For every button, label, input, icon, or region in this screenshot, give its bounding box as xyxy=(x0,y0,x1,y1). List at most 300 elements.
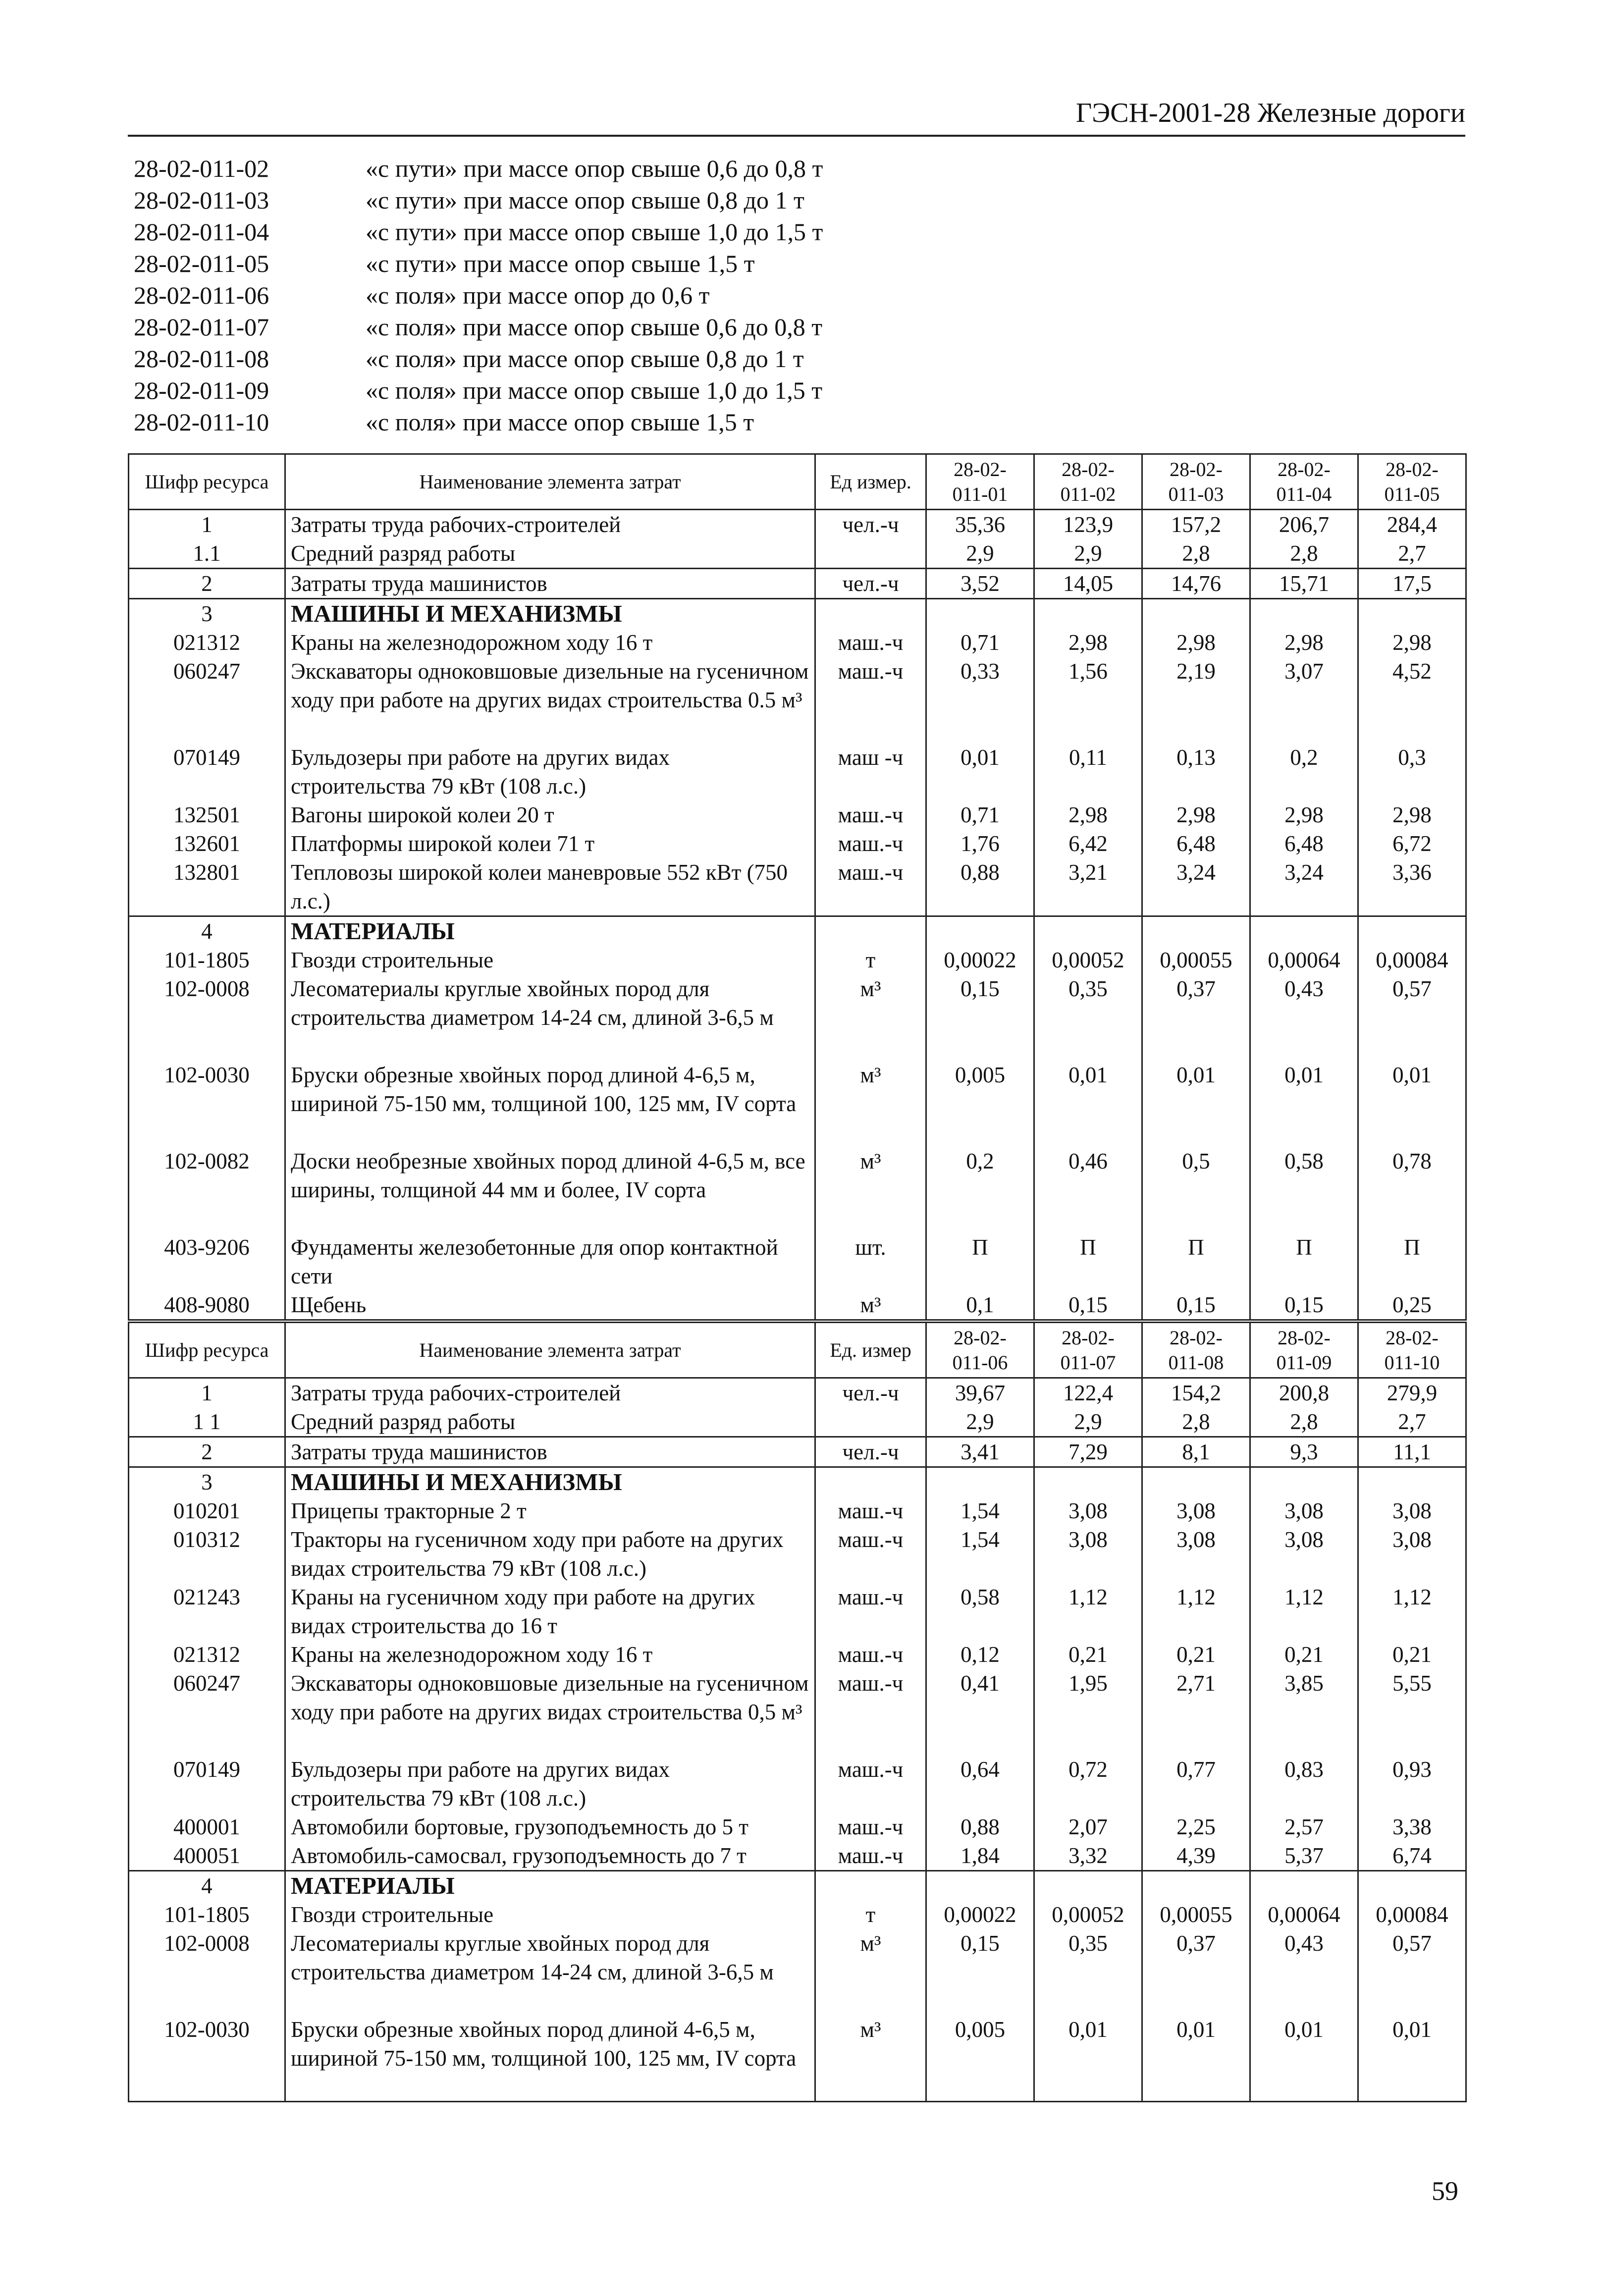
norm-value xyxy=(1250,1467,1358,1497)
table-row xyxy=(129,946,1466,974)
unit-of-measure xyxy=(815,1467,926,1497)
unit-of-measure: чел.-ч xyxy=(815,1378,926,1408)
unit-of-measure xyxy=(815,1407,926,1437)
code-row xyxy=(134,374,823,406)
norm-value: 0,1 xyxy=(926,1290,1034,1320)
norm-value: 2,9 xyxy=(926,539,1034,569)
norm-value: 279,9 xyxy=(1358,1378,1466,1408)
norm-value: 17,5 xyxy=(1358,569,1466,599)
norm-value: 3,08 xyxy=(1034,1525,1142,1583)
resource-code: 132601 xyxy=(129,829,285,858)
table-row xyxy=(129,657,1466,743)
norm-value xyxy=(1358,599,1466,629)
norm-value: 2,98 xyxy=(1250,628,1358,657)
norm-value: 6,42 xyxy=(1034,829,1142,858)
code-description: «с пути» при массе опор свыше 0,6 до 0,8 т xyxy=(366,155,823,182)
norm-value: 1,54 xyxy=(926,1525,1034,1583)
norm-value: 0,5 xyxy=(1142,1147,1250,1233)
norm-value xyxy=(926,599,1034,629)
norm-value xyxy=(926,1467,1034,1497)
section-row xyxy=(129,1467,1466,1497)
norm-value: 2,8 xyxy=(1142,1407,1250,1437)
code-description: «с пути» при массе опор свыше 0,8 до 1 т xyxy=(366,186,804,214)
cost-element-name: Краны на гусеничном ходу при работе на других видах строительства до 16 т xyxy=(285,1583,815,1640)
header-col: 28-02- 011-10 xyxy=(1358,1323,1466,1378)
table-row xyxy=(129,1290,1466,1320)
norm-value: 1,76 xyxy=(926,829,1034,858)
norm-value: 0,2 xyxy=(926,1147,1034,1233)
norm-value: П xyxy=(1142,1233,1250,1290)
table-row xyxy=(129,1437,1466,1467)
resource-code: 102-0030 xyxy=(129,1061,285,1147)
cost-element-name: Краны на железнодорожном ходу 16 т xyxy=(285,1640,815,1669)
norm-value: 3,38 xyxy=(1358,1813,1466,1841)
code-description: «с пути» при массе опор свыше 1,0 до 1,5 т xyxy=(366,218,823,246)
norm-value: 0,46 xyxy=(1034,1147,1142,1233)
cost-element-name: Лесоматериалы круглые хвойных пород для строительства диаметром 14-24 см, длиной 3-6,5 м xyxy=(285,1929,815,2015)
norm-value xyxy=(926,1871,1034,1901)
code-list xyxy=(134,153,823,438)
norm-value: 1,54 xyxy=(926,1496,1034,1525)
resource-code: 3 xyxy=(129,599,285,629)
norm-value: 2,98 xyxy=(1358,628,1466,657)
norm-value: 15,71 xyxy=(1250,569,1358,599)
norm-value: 122,4 xyxy=(1034,1378,1142,1408)
resource-code: 2 xyxy=(129,569,285,599)
norm-value: 3,08 xyxy=(1142,1496,1250,1525)
norm-value: 2,19 xyxy=(1142,657,1250,743)
norm-value xyxy=(1358,1467,1466,1497)
cost-element-name: МАТЕРИАЛЫ xyxy=(285,1871,815,1901)
table-row xyxy=(129,829,1466,858)
norm-value xyxy=(1034,599,1142,629)
norm-value: 0,01 xyxy=(1142,1061,1250,1147)
table-row xyxy=(129,1813,1466,1841)
norm-value: 157,2 xyxy=(1142,510,1250,539)
norm-value: 0,00064 xyxy=(1250,946,1358,974)
table-row xyxy=(129,1583,1466,1640)
unit-of-measure: чел.-ч xyxy=(815,510,926,539)
unit-of-measure: маш.-ч xyxy=(815,801,926,829)
unit-of-measure: маш.-ч xyxy=(815,1841,926,1871)
unit-of-measure xyxy=(815,599,926,629)
unit-of-measure: маш.-ч xyxy=(815,1640,926,1669)
norm-value xyxy=(926,916,1034,946)
norm-value: 0,00055 xyxy=(1142,946,1250,974)
table-row xyxy=(129,801,1466,829)
norm-value: 0,25 xyxy=(1358,1290,1466,1320)
norm-value: 0,15 xyxy=(1250,1290,1358,1320)
norm-value: 7,29 xyxy=(1034,1437,1142,1467)
norm-value: 0,00055 xyxy=(1142,1900,1250,1929)
table-row xyxy=(129,974,1466,1061)
code-id: 28-02-011-05 xyxy=(134,250,269,277)
header-unit: Ед. измер xyxy=(815,1323,926,1378)
code-description: «с пути» при массе опор свыше 1,5 т xyxy=(366,250,755,277)
resource-code: 102-0082 xyxy=(129,1147,285,1233)
norm-value: 3,36 xyxy=(1358,858,1466,916)
norm-value: 3,32 xyxy=(1034,1841,1142,1871)
norm-value: П xyxy=(1250,1233,1358,1290)
resource-code: 1.1 xyxy=(129,539,285,569)
code-description: «с поля» при массе опор свыше 1,0 до 1,5 т xyxy=(366,376,823,404)
code-row xyxy=(134,248,823,279)
table-row xyxy=(129,743,1466,801)
norm-value xyxy=(1034,916,1142,946)
norm-value: 2,8 xyxy=(1250,539,1358,569)
norm-value: 2,25 xyxy=(1142,1813,1250,1841)
resource-code: 102-0030 xyxy=(129,2015,285,2101)
norm-value: 0,71 xyxy=(926,801,1034,829)
table-row xyxy=(129,1147,1466,1233)
resource-table-2 xyxy=(128,1322,1467,2102)
norm-value: 0,41 xyxy=(926,1669,1034,1755)
unit-of-measure: маш.-ч xyxy=(815,1496,926,1525)
norm-value: 0,15 xyxy=(1142,1290,1250,1320)
unit-of-measure: м³ xyxy=(815,1061,926,1147)
norm-value: 0,64 xyxy=(926,1755,1034,1813)
cost-element-name: Средний разряд работы xyxy=(285,539,815,569)
norm-value: 6,74 xyxy=(1358,1841,1466,1871)
header-col: 28-02- 011-05 xyxy=(1358,454,1466,510)
norm-value: 0,57 xyxy=(1358,974,1466,1061)
resource-code: 132501 xyxy=(129,801,285,829)
header-unit: Ед измер. xyxy=(815,454,926,510)
cost-element-name: Прицепы тракторные 2 т xyxy=(285,1496,815,1525)
table-row xyxy=(129,510,1466,539)
norm-value: 11,1 xyxy=(1358,1437,1466,1467)
cost-element-name: Затраты труда рабочих-строителей xyxy=(285,1378,815,1408)
norm-value: 0,13 xyxy=(1142,743,1250,801)
norm-value: 0,71 xyxy=(926,628,1034,657)
code-row xyxy=(134,311,823,343)
cost-element-name: МАТЕРИАЛЫ xyxy=(285,916,815,946)
unit-of-measure: маш.-ч xyxy=(815,1813,926,1841)
resource-code: 021312 xyxy=(129,628,285,657)
cost-element-name: Автомобили бортовые, грузоподъемность до 5 т xyxy=(285,1813,815,1841)
norm-value: 2,9 xyxy=(926,1407,1034,1437)
unit-of-measure xyxy=(815,539,926,569)
norm-value: 6,72 xyxy=(1358,829,1466,858)
code-description: «с поля» при массе опор свыше 0,6 до 0,8 т xyxy=(366,313,823,341)
norm-value: 0,58 xyxy=(926,1583,1034,1640)
norm-value: 0,005 xyxy=(926,2015,1034,2101)
cost-element-name: Доски необрезные хвойных пород длиной 4-6,5 м, все ширины, толщиной 44 мм и более, IV сорта xyxy=(285,1147,815,1233)
unit-of-measure: м³ xyxy=(815,1290,926,1320)
norm-value: 6,48 xyxy=(1142,829,1250,858)
norm-value: 0,00084 xyxy=(1358,946,1466,974)
cost-element-name: Щебень xyxy=(285,1290,815,1320)
unit-of-measure: м³ xyxy=(815,1147,926,1233)
norm-value: 0,12 xyxy=(926,1640,1034,1669)
code-id: 28-02-011-04 xyxy=(134,218,269,246)
header-col: 28-02- 011-09 xyxy=(1250,1323,1358,1378)
norm-value: 2,7 xyxy=(1358,1407,1466,1437)
norm-value: 0,21 xyxy=(1034,1640,1142,1669)
norm-value: 0,88 xyxy=(926,858,1034,916)
norm-value: 2,9 xyxy=(1034,539,1142,569)
code-row xyxy=(134,343,823,374)
norm-value: 9,3 xyxy=(1250,1437,1358,1467)
cost-element-name: Средний разряд работы xyxy=(285,1407,815,1437)
code-id: 28-02-011-10 xyxy=(134,408,269,436)
unit-of-measure: маш.-ч xyxy=(815,657,926,743)
norm-value: 2,98 xyxy=(1358,801,1466,829)
norm-value xyxy=(1250,916,1358,946)
table-row xyxy=(129,1233,1466,1290)
norm-value: 0,01 xyxy=(926,743,1034,801)
unit-of-measure: т xyxy=(815,946,926,974)
norm-value: 0,15 xyxy=(926,974,1034,1061)
norm-value: 0,15 xyxy=(1034,1290,1142,1320)
norm-value: 4,39 xyxy=(1142,1841,1250,1871)
norm-value: 0,3 xyxy=(1358,743,1466,801)
cost-element-name: МАШИНЫ И МЕХАНИЗМЫ xyxy=(285,599,815,629)
table-row xyxy=(129,628,1466,657)
header-col: 28-02- 011-06 xyxy=(926,1323,1034,1378)
header-code: Шифр ресурса xyxy=(129,1323,285,1378)
norm-value: 2,98 xyxy=(1142,801,1250,829)
norm-value: П xyxy=(926,1233,1034,1290)
resource-code: 021312 xyxy=(129,1640,285,1669)
norm-value: 0,77 xyxy=(1142,1755,1250,1813)
cost-element-name: Лесоматериалы круглые хвойных пород для строительства диаметром 14-24 см, длиной 3-6,5 м xyxy=(285,974,815,1061)
norm-value: 3,85 xyxy=(1250,1669,1358,1755)
cost-element-name: Экскаваторы одноковшовые дизельные на гусеничном ходу при работе на других видах строительства 0,5 м³ xyxy=(285,1669,815,1755)
norm-value xyxy=(1250,599,1358,629)
code-row xyxy=(134,184,823,216)
norm-value: 0,21 xyxy=(1142,1640,1250,1669)
norm-value xyxy=(1034,1467,1142,1497)
norm-value: 3,08 xyxy=(1034,1496,1142,1525)
resource-code: 4 xyxy=(129,916,285,946)
table-row xyxy=(129,1407,1466,1437)
cost-element-name: Бульдозеры при работе на других видах строительства 79 кВт (108 л.с.) xyxy=(285,743,815,801)
resource-code: 101-1805 xyxy=(129,946,285,974)
unit-of-measure: маш.-ч xyxy=(815,858,926,916)
resource-code: 010201 xyxy=(129,1496,285,1525)
code-id: 28-02-011-02 xyxy=(134,155,269,182)
norm-value: 8,1 xyxy=(1142,1437,1250,1467)
cost-element-name: Гвозди строительные xyxy=(285,946,815,974)
table-row xyxy=(129,2015,1466,2101)
norm-value xyxy=(1142,916,1250,946)
norm-value: П xyxy=(1358,1233,1466,1290)
norm-value: 0,35 xyxy=(1034,1929,1142,2015)
resource-code: 070149 xyxy=(129,1755,285,1813)
norm-value: 2,8 xyxy=(1142,539,1250,569)
norm-value: 3,41 xyxy=(926,1437,1034,1467)
norm-value: 0,01 xyxy=(1358,2015,1466,2101)
norm-value xyxy=(1142,1871,1250,1901)
page-number: 59 xyxy=(1432,2176,1458,2206)
cost-element-name: Краны на железнодорожном ходу 16 т xyxy=(285,628,815,657)
cost-element-name: Автомобиль-самосвал, грузоподъемность до 7 т xyxy=(285,1841,815,1871)
norm-value: 39,67 xyxy=(926,1378,1034,1408)
norm-value: 3,08 xyxy=(1358,1525,1466,1583)
norm-value: 0,43 xyxy=(1250,974,1358,1061)
cost-element-name: Бруски обрезные хвойных пород длиной 4-6,5 м, шириной 75-150 мм, толщиной 100, 125 мм, IV сорта xyxy=(285,2015,815,2101)
norm-value: 2,8 xyxy=(1250,1407,1358,1437)
norm-value xyxy=(1358,1871,1466,1901)
norm-value: 2,07 xyxy=(1034,1813,1142,1841)
table-header-row xyxy=(129,1323,1466,1378)
norm-value xyxy=(1142,599,1250,629)
norm-value: 3,08 xyxy=(1142,1525,1250,1583)
norm-value: 0,005 xyxy=(926,1061,1034,1147)
table-row xyxy=(129,569,1466,599)
unit-of-measure: чел.-ч xyxy=(815,1437,926,1467)
resource-code: 010312 xyxy=(129,1525,285,1583)
table-row xyxy=(129,858,1466,916)
unit-of-measure: м³ xyxy=(815,974,926,1061)
norm-value: 6,48 xyxy=(1250,829,1358,858)
norm-value: 1,12 xyxy=(1358,1583,1466,1640)
section-row xyxy=(129,1871,1466,1901)
code-id: 28-02-011-07 xyxy=(134,313,269,341)
code-id: 28-02-011-03 xyxy=(134,186,269,214)
norm-value: 206,7 xyxy=(1250,510,1358,539)
cost-element-name: Бруски обрезные хвойных пород длиной 4-6,5 м, шириной 75-150 мм, толщиной 100, 125 мм, IV сорта xyxy=(285,1061,815,1147)
norm-value: 2,98 xyxy=(1142,628,1250,657)
norm-value: 0,57 xyxy=(1358,1929,1466,2015)
norm-value: 0,00052 xyxy=(1034,1900,1142,1929)
header-title: ГЭСН-2001-28 Железные дороги xyxy=(1075,98,1465,128)
cost-element-name: Затраты труда машинистов xyxy=(285,569,815,599)
norm-value: 0,11 xyxy=(1034,743,1142,801)
resource-code: 060247 xyxy=(129,657,285,743)
norm-value: 0,78 xyxy=(1358,1147,1466,1233)
unit-of-measure: маш.-ч xyxy=(815,1525,926,1583)
resource-code: 400051 xyxy=(129,1841,285,1871)
cost-element-name: Вагоны широкой колеи 20 т xyxy=(285,801,815,829)
unit-of-measure: маш.-ч xyxy=(815,1583,926,1640)
table-row xyxy=(129,1755,1466,1813)
norm-value: 0,93 xyxy=(1358,1755,1466,1813)
norm-value: 1,12 xyxy=(1034,1583,1142,1640)
resource-code: 102-0008 xyxy=(129,1929,285,2015)
cost-element-name: Тепловозы широкой колеи маневровые 552 кВт (750 л.с.) xyxy=(285,858,815,916)
norm-value: 0,58 xyxy=(1250,1147,1358,1233)
norm-value: 2,98 xyxy=(1034,628,1142,657)
norm-value: 0,21 xyxy=(1250,1640,1358,1669)
cost-element-name: МАШИНЫ И МЕХАНИЗМЫ xyxy=(285,1467,815,1497)
unit-of-measure: м³ xyxy=(815,2015,926,2101)
norm-value: 0,33 xyxy=(926,657,1034,743)
table-row xyxy=(129,539,1466,569)
resource-code: 060247 xyxy=(129,1669,285,1755)
resource-code: 4 xyxy=(129,1871,285,1901)
code-row xyxy=(134,406,823,438)
unit-of-measure: шт. xyxy=(815,1233,926,1290)
resource-code: 403-9206 xyxy=(129,1233,285,1290)
norm-value: 14,76 xyxy=(1142,569,1250,599)
norm-value: 1,95 xyxy=(1034,1669,1142,1755)
code-id: 28-02-011-08 xyxy=(134,345,269,373)
norm-value: 3,21 xyxy=(1034,858,1142,916)
unit-of-measure: маш.-ч xyxy=(815,1669,926,1755)
resource-table-1 xyxy=(128,453,1467,1321)
norm-value xyxy=(1250,1871,1358,1901)
norm-value: 2,57 xyxy=(1250,1813,1358,1841)
code-id: 28-02-011-06 xyxy=(134,281,269,309)
norm-value: 0,35 xyxy=(1034,974,1142,1061)
norm-value: 3,08 xyxy=(1358,1496,1466,1525)
norm-value: 2,98 xyxy=(1034,801,1142,829)
norm-value: 2,7 xyxy=(1358,539,1466,569)
norm-value: 0,37 xyxy=(1142,974,1250,1061)
norm-value: 0,00064 xyxy=(1250,1900,1358,1929)
norm-value: 3,24 xyxy=(1250,858,1358,916)
header-col: 28-02- 011-07 xyxy=(1034,1323,1142,1378)
resource-code: 408-9080 xyxy=(129,1290,285,1320)
norm-value: 0,88 xyxy=(926,1813,1034,1841)
norm-value: 0,00084 xyxy=(1358,1900,1466,1929)
unit-of-measure: м³ xyxy=(815,1929,926,2015)
table-row xyxy=(129,1900,1466,1929)
resource-code: 021243 xyxy=(129,1583,285,1640)
resource-code: 101-1805 xyxy=(129,1900,285,1929)
norm-value: 0,43 xyxy=(1250,1929,1358,2015)
norm-value: 1,12 xyxy=(1142,1583,1250,1640)
norm-value: 3,52 xyxy=(926,569,1034,599)
norm-value: 0,00052 xyxy=(1034,946,1142,974)
code-description: «с поля» при массе опор свыше 0,8 до 1 т xyxy=(366,345,804,373)
unit-of-measure xyxy=(815,916,926,946)
norm-value: 2,98 xyxy=(1250,801,1358,829)
header-col: 28-02- 011-08 xyxy=(1142,1323,1250,1378)
cost-element-name: Гвозди строительные xyxy=(285,1900,815,1929)
norm-value: 0,21 xyxy=(1358,1640,1466,1669)
code-description: «с поля» при массе опор свыше 1,5 т xyxy=(366,408,754,436)
table-row xyxy=(129,1640,1466,1669)
header-name: Наименование элемента затрат xyxy=(285,1323,815,1378)
table-row xyxy=(129,1061,1466,1147)
resource-code: 3 xyxy=(129,1467,285,1497)
norm-value: 5,37 xyxy=(1250,1841,1358,1871)
norm-value: 0,01 xyxy=(1034,2015,1142,2101)
table-row xyxy=(129,1525,1466,1583)
norm-value: 0,2 xyxy=(1250,743,1358,801)
unit-of-measure: маш.-ч xyxy=(815,1755,926,1813)
norm-value: 1,12 xyxy=(1250,1583,1358,1640)
norm-value: 284,4 xyxy=(1358,510,1466,539)
norm-value: 0,01 xyxy=(1250,2015,1358,2101)
resource-code: 1 xyxy=(129,1378,285,1408)
norm-value: 2,9 xyxy=(1034,1407,1142,1437)
table-row xyxy=(129,1841,1466,1871)
norm-value: 14,05 xyxy=(1034,569,1142,599)
norm-value: П xyxy=(1034,1233,1142,1290)
norm-value: 5,55 xyxy=(1358,1669,1466,1755)
table-header-row xyxy=(129,454,1466,510)
cost-element-name: Платформы широкой колеи 71 т xyxy=(285,829,815,858)
norm-value: 3,08 xyxy=(1250,1496,1358,1525)
header-col: 28-02- 011-04 xyxy=(1250,454,1358,510)
unit-of-measure: маш -ч xyxy=(815,743,926,801)
norm-value: 200,8 xyxy=(1250,1378,1358,1408)
norm-value: 0,83 xyxy=(1250,1755,1358,1813)
section-row xyxy=(129,599,1466,629)
cost-element-name: Фундаменты железобетонные для опор контактной сети xyxy=(285,1233,815,1290)
resource-code: 1 1 xyxy=(129,1407,285,1437)
code-row xyxy=(134,279,823,311)
norm-value: 4,52 xyxy=(1358,657,1466,743)
cost-element-name: Тракторы на гусеничном ходу при работе на других видах строительства 79 кВт (108 л.с.) xyxy=(285,1525,815,1583)
resource-code: 1 xyxy=(129,510,285,539)
resource-code: 070149 xyxy=(129,743,285,801)
unit-of-measure: чел.-ч xyxy=(815,569,926,599)
